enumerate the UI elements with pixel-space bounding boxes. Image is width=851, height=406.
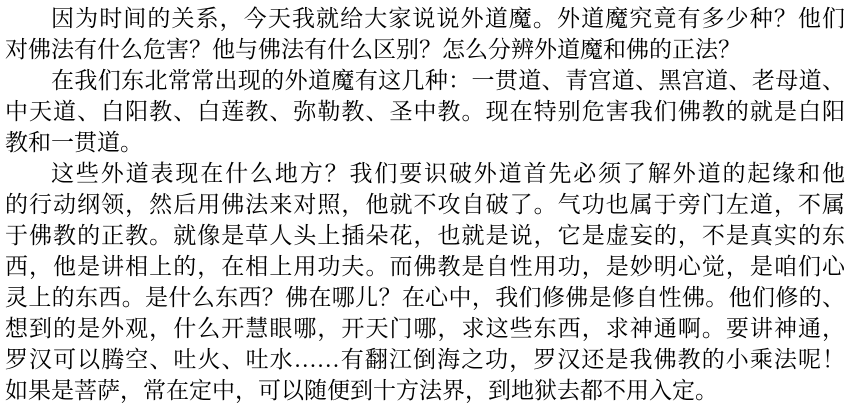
text-line: 因为时间的关系，今天我就给大家说说外道魔。外道魔究竟有多少种？他们 [51, 6, 845, 31]
text-line: 这些外道表现在什么地方？我们要识破外道首先必须了解外道的起缘和他 [51, 161, 845, 186]
text-line: 西，他是讲相上的，在相上用功夫。而佛教是自性用功，是妙明心觉，是咱们心 [5, 254, 845, 279]
text-line: 灵上的东西。是什么东西？佛在哪儿？在心中，我们修佛是修自性佛。他们修的、 [5, 285, 845, 310]
text-line: 罗汉可以腾空、吐火、吐水……有翻江倒海之功，罗汉还是我佛教的小乘法呢！ [5, 347, 845, 372]
text-line: 对佛法有什么危害？他与佛法有什么区别？怎么分辨外道魔和佛的正法？ [5, 37, 741, 62]
text-line: 于佛教的正教。就像是草人头上插朵花，也就是说，它是虚妄的，不是真实的东 [5, 223, 845, 248]
text-line: 中天道、白阳教、白莲教、弥勒教、圣中教。现在特别危害我们佛教的就是白阳 [5, 99, 845, 124]
text-line: 如果是菩萨，常在定中，可以随便到十方法界，到地狱去都不用入定。 [5, 378, 718, 403]
document-body [5, 3, 845, 406]
text-line: 在我们东北常常出现的外道魔有这几种：一贯道、青宫道、黑宫道、老母道、 [51, 68, 845, 93]
text-line: 想到的是外观，什么开慧眼哪，开天门哪，求这些东西，求神通啊。要讲神通， [5, 316, 845, 341]
text-line: 的行动纲领，然后用佛法来对照，他就不攻自破了。气功也属于旁门左道，不属 [5, 192, 845, 217]
text-line: 教和一贯道。 [5, 130, 143, 155]
